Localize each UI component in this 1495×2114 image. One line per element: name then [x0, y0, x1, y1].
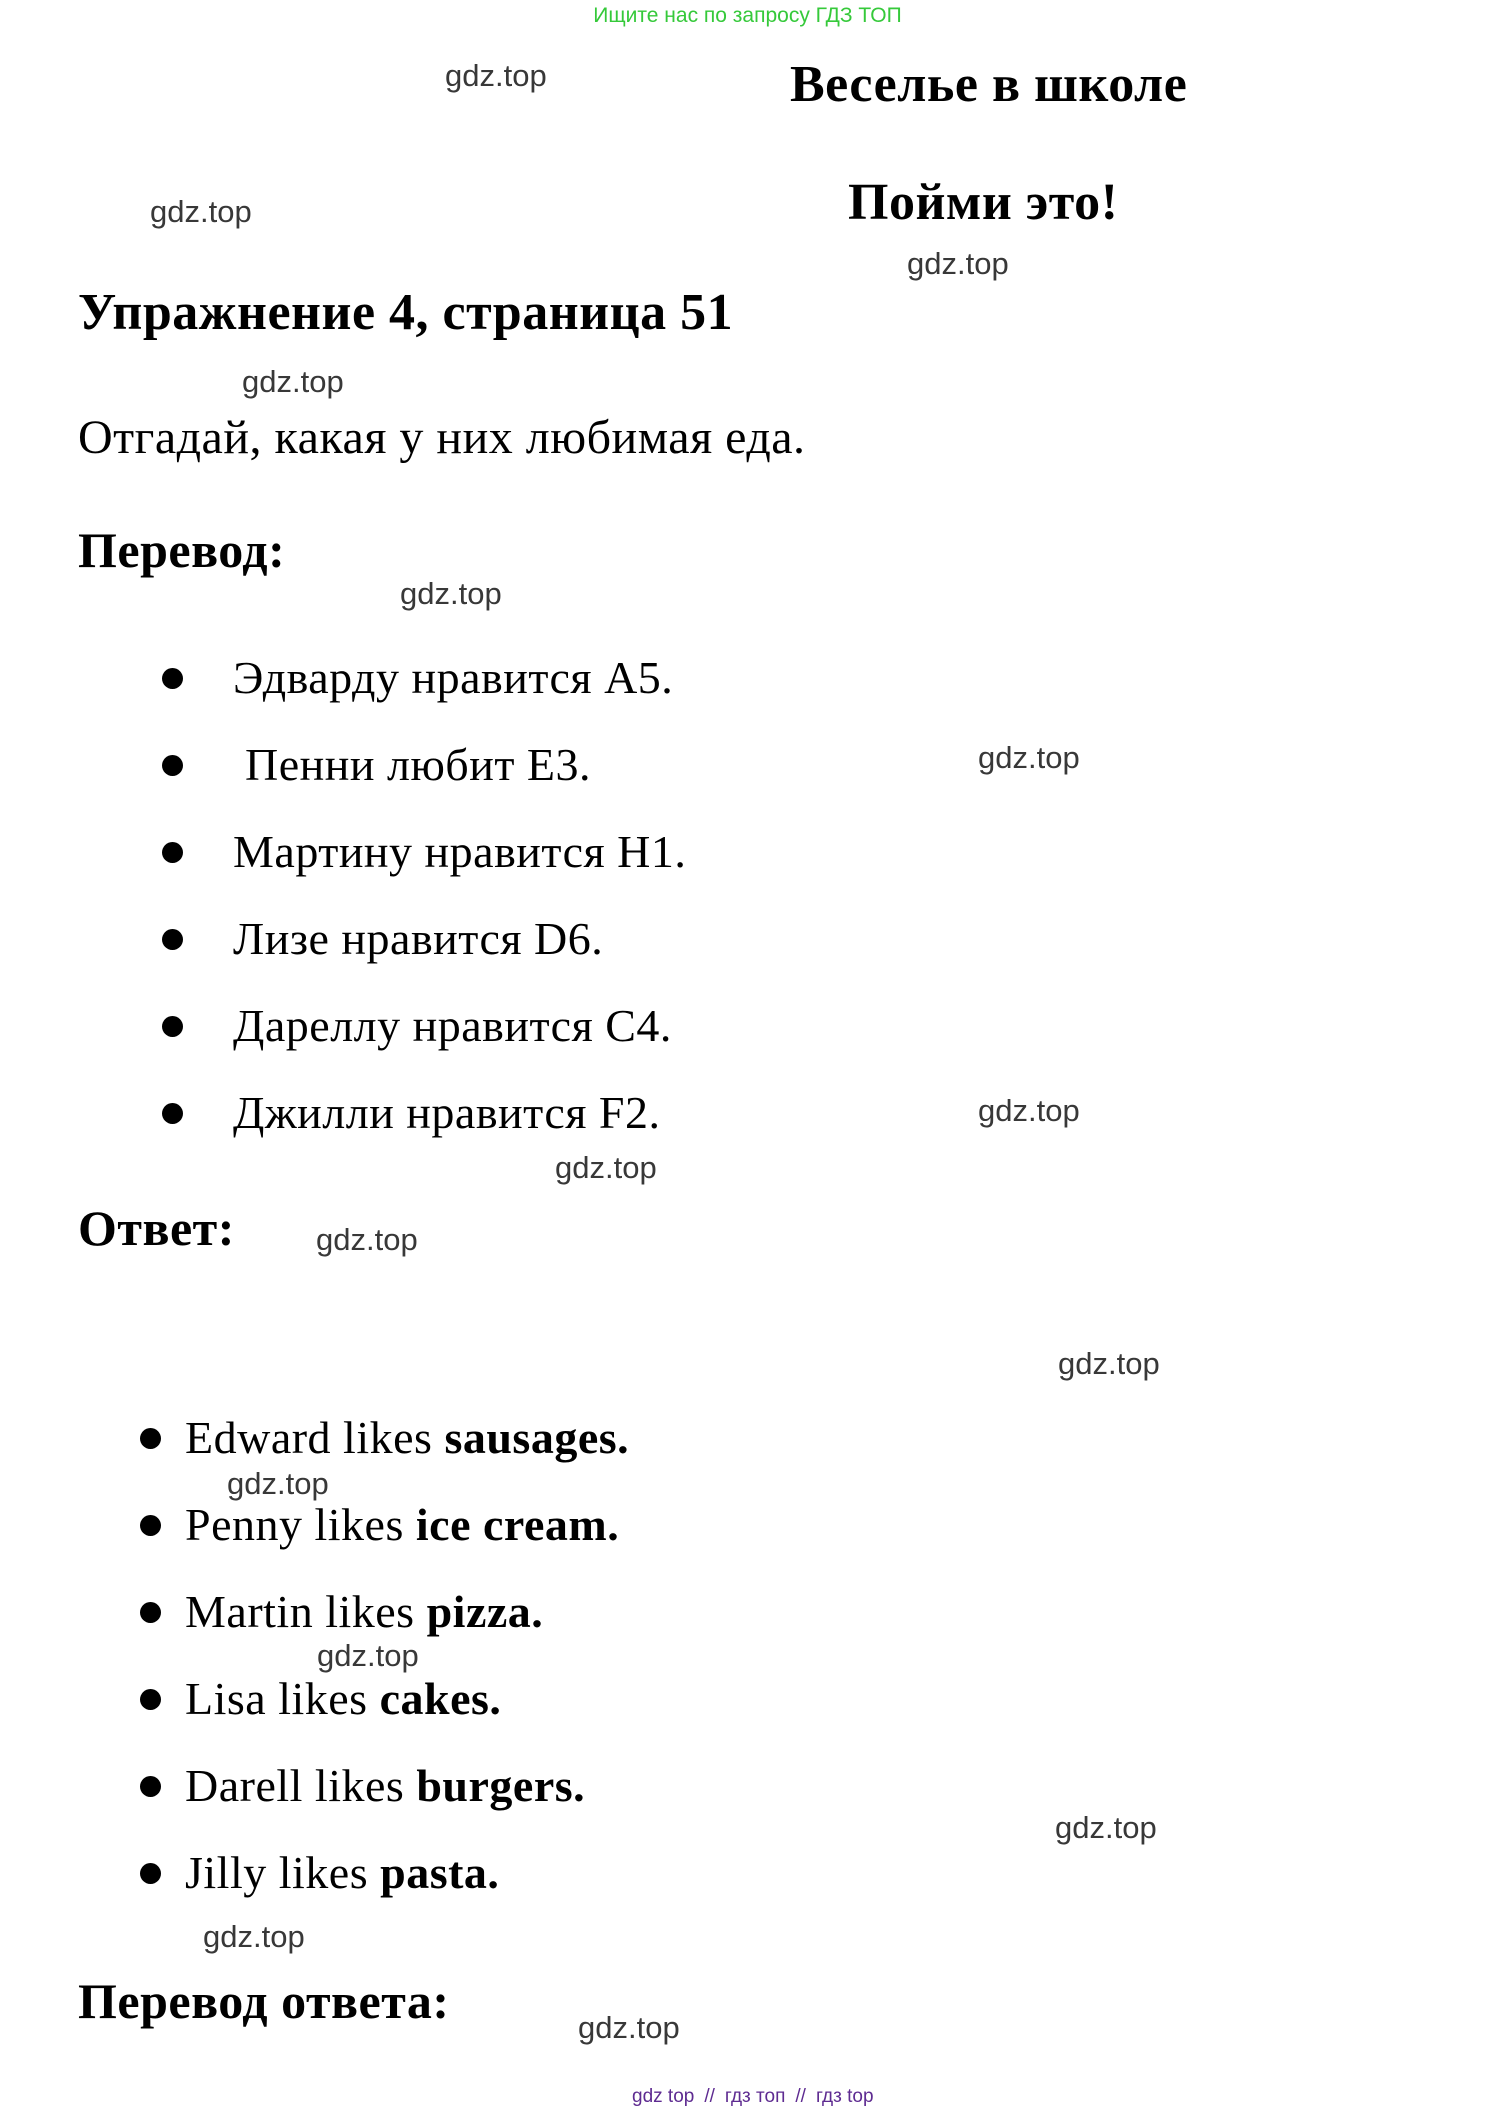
answer-heading: Ответ:: [78, 1200, 235, 1256]
footer-separator: //: [795, 2086, 806, 2107]
answer-item-food: sausages.: [444, 1412, 630, 1463]
bullet-icon: [140, 1776, 161, 1797]
answer-translation-heading: Перевод ответа:: [78, 1973, 450, 2029]
answer-item-food: pasta.: [380, 1847, 500, 1898]
bullet-icon: [162, 1103, 183, 1124]
gdz-watermark: gdz.top: [242, 364, 344, 399]
list-item: [140, 1410, 629, 1466]
book-title: Веселье в школе: [790, 56, 1188, 113]
footer-link-gdz-top[interactable]: gdz top: [632, 2086, 695, 2107]
bullet-icon: [140, 1689, 161, 1710]
translation-heading: Перевод:: [78, 522, 286, 578]
list-item: [162, 824, 686, 880]
footer-link-gdz-top-mixed[interactable]: гдз top: [815, 2086, 874, 2107]
translation-item-text: Лизе нравится D6.: [233, 913, 604, 964]
list-item: [140, 1758, 629, 1814]
translation-list: [162, 650, 686, 1172]
exercise-task: Отгадай, какая у них любимая еда.: [78, 411, 806, 464]
bullet-icon: [162, 668, 183, 689]
list-item: [162, 737, 686, 793]
gdz-watermark: gdz.top: [1058, 1346, 1160, 1381]
bullet-icon: [162, 929, 183, 950]
gdz-watermark: gdz.top: [555, 1150, 657, 1185]
answer-item-text: Edward likes: [185, 1412, 445, 1463]
answer-item-text: Darell likes: [185, 1760, 417, 1811]
answer-item-food: pizza.: [426, 1586, 544, 1637]
gdz-watermark: gdz.top: [445, 58, 547, 93]
footer-link-gdz-top-ru[interactable]: гдз топ: [724, 2086, 786, 2107]
list-item: [140, 1671, 629, 1727]
bullet-icon: [140, 1428, 161, 1449]
list-item: [140, 1845, 629, 1901]
list-item: [162, 1085, 686, 1141]
gdz-watermark: gdz.top: [907, 246, 1009, 281]
promo-banner: Ищите нас по запросу ГДЗ ТОП: [593, 4, 902, 27]
list-item: [162, 998, 686, 1054]
list-item: [140, 1584, 629, 1640]
bullet-icon: [162, 1016, 183, 1037]
answer-item-food: ice cream.: [415, 1499, 620, 1550]
gdz-watermark: gdz.top: [978, 1093, 1080, 1128]
answer-item-text: Penny likes: [185, 1499, 416, 1550]
bullet-icon: [140, 1602, 161, 1623]
gdz-watermark: gdz.top: [316, 1222, 418, 1257]
bullet-icon: [140, 1863, 161, 1884]
gdz-watermark: gdz.top: [1055, 1810, 1157, 1845]
translation-item-text: Эдварду нравится A5.: [233, 652, 674, 703]
list-item: [162, 911, 686, 967]
gdz-watermark: gdz.top: [978, 740, 1080, 775]
answer-item-food: burgers.: [416, 1760, 586, 1811]
gdz-watermark: gdz.top: [150, 194, 252, 229]
bullet-icon: [162, 842, 183, 863]
gdz-watermark: gdz.top: [578, 2010, 680, 2045]
footer-separator: //: [704, 2086, 715, 2107]
translation-item-text: Дареллу нравится C4.: [233, 1000, 672, 1051]
gdz-watermark: gdz.top: [400, 576, 502, 611]
list-item: [162, 650, 686, 706]
translation-item-text: Джилли нравится F2.: [233, 1087, 661, 1138]
answer-item-food: cakes.: [379, 1673, 502, 1724]
exercise-heading: Упражнение 4, страница 51: [78, 284, 734, 341]
gdz-watermark: gdz.top: [203, 1919, 305, 1954]
bullet-icon: [162, 755, 183, 776]
translation-item-text: Мартину нравится H1.: [233, 826, 687, 877]
answer-item-text: Jilly likes: [185, 1847, 381, 1898]
footer-links: [632, 2086, 874, 2108]
gdz-watermark: gdz.top: [227, 1466, 329, 1501]
section-title: Пойми это!: [848, 174, 1119, 231]
list-item: [140, 1497, 629, 1553]
translation-item-text: Пенни любит E3.: [233, 739, 592, 790]
answer-item-text: Lisa likes: [185, 1673, 380, 1724]
bullet-icon: [140, 1515, 161, 1536]
answer-item-text: Martin likes: [185, 1586, 427, 1637]
gdz-watermark: gdz.top: [317, 1638, 419, 1673]
